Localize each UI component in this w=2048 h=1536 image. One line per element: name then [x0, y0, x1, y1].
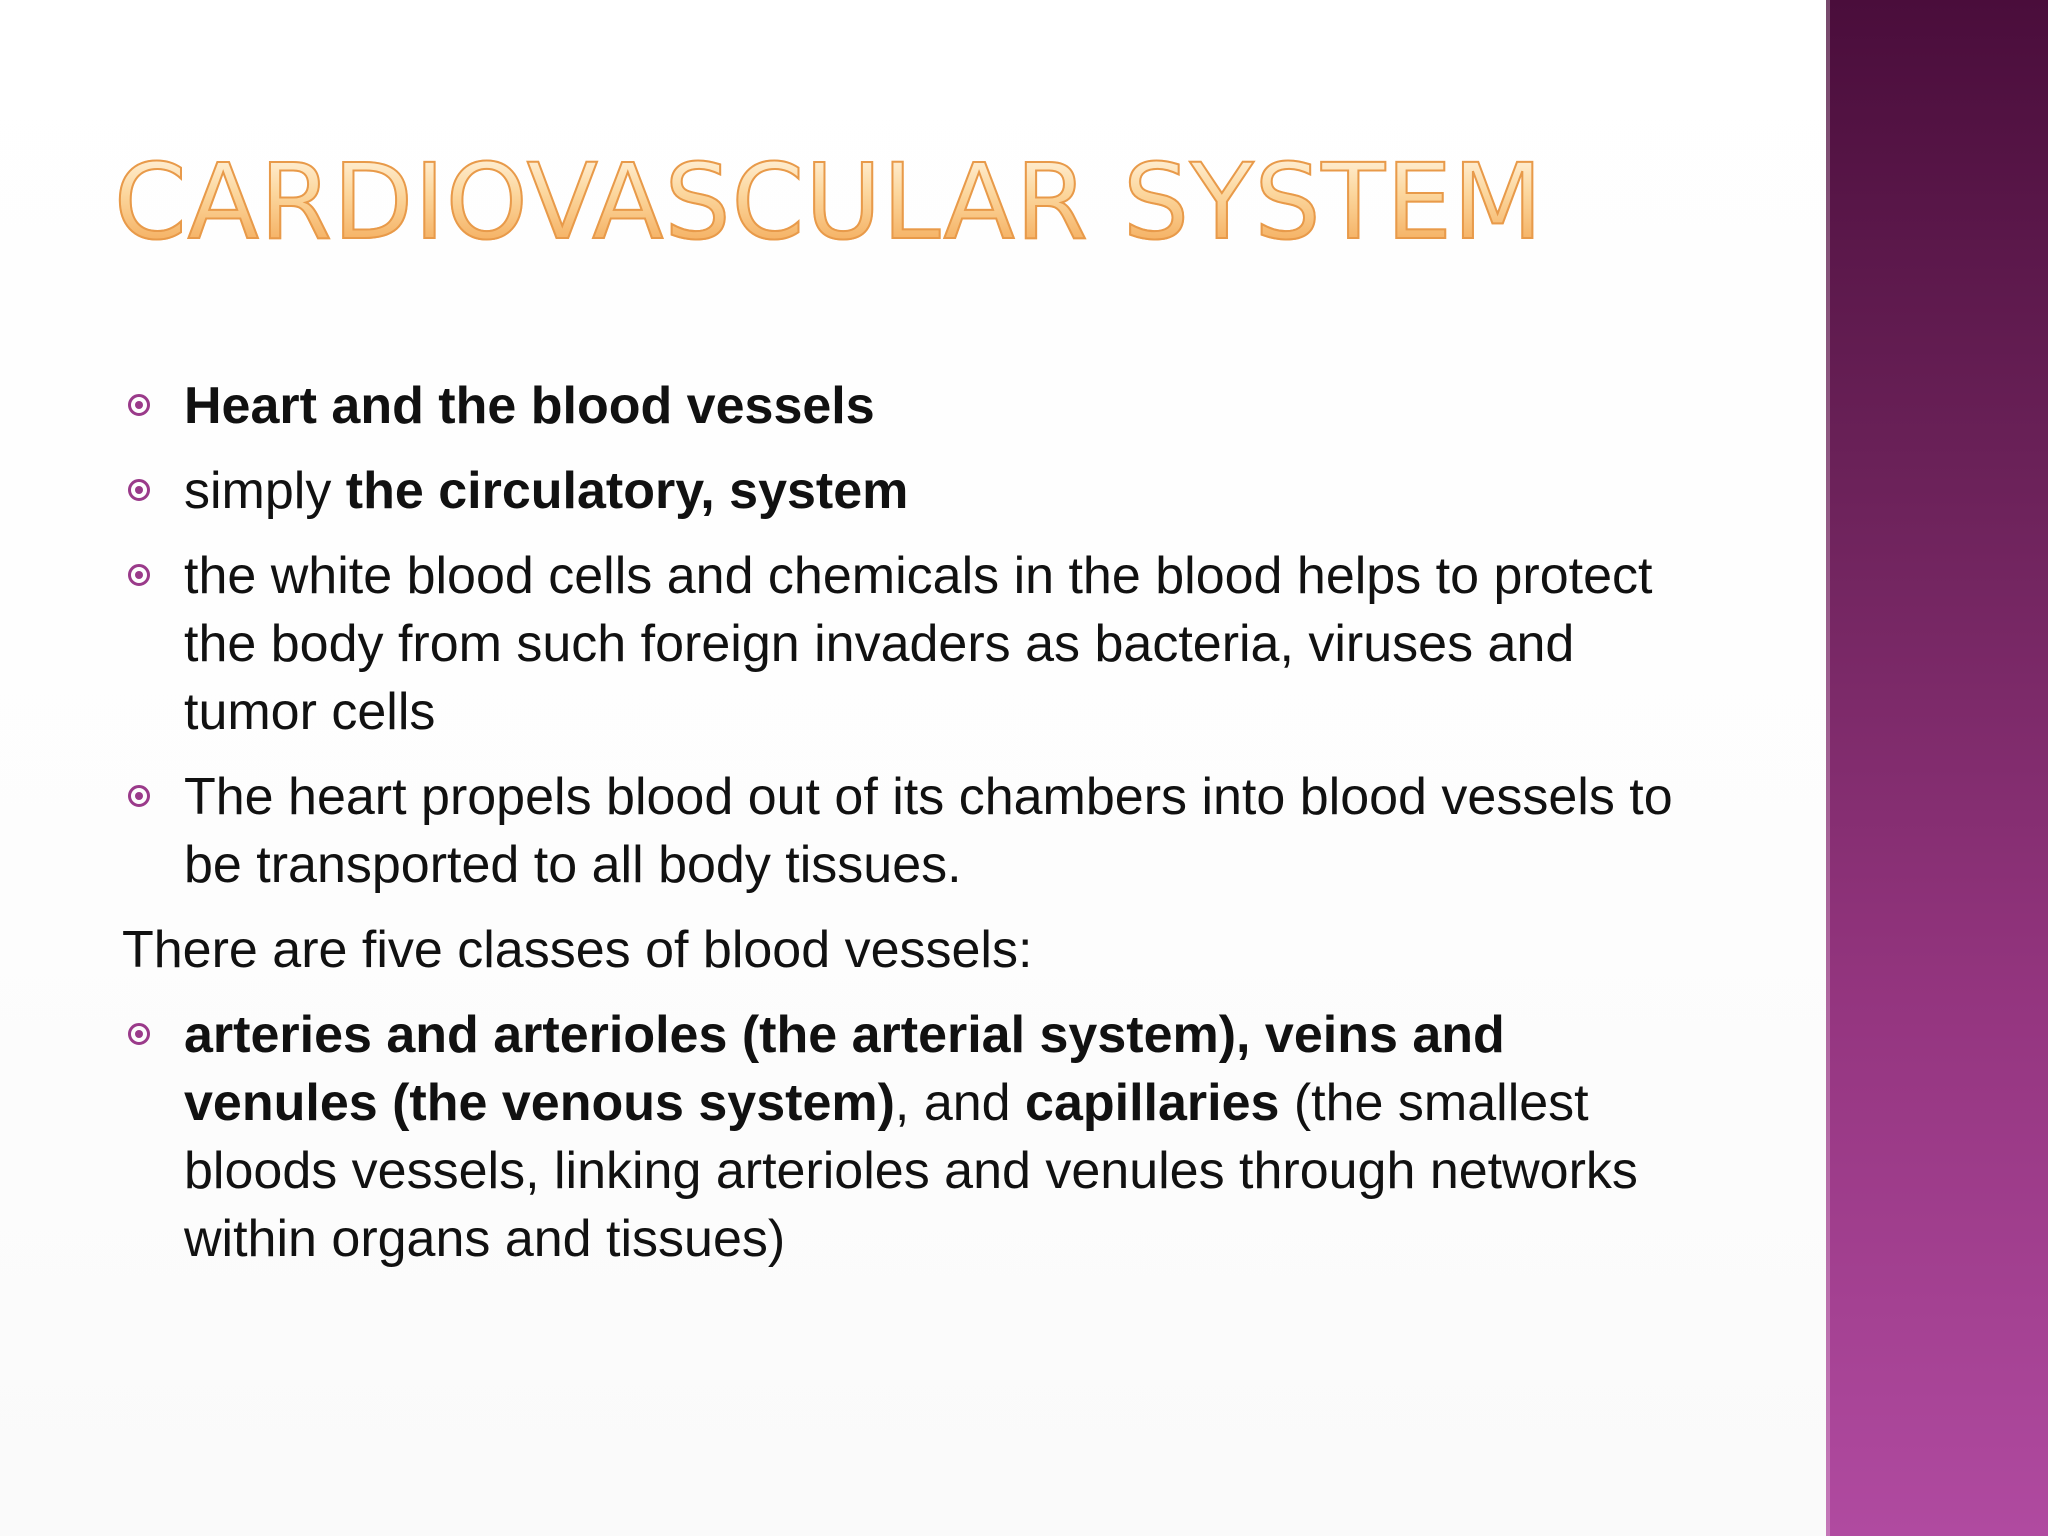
bullet-item-circulatory: [122, 457, 1682, 525]
circled-dot-icon: [128, 479, 150, 501]
slide-title: CARDIOVASCULAR SYSTEM: [114, 141, 1544, 263]
circled-dot-icon: [128, 564, 150, 586]
bullet-text-bold: capillaries: [1025, 1074, 1280, 1132]
bullet-text-bold: arteries and arterioles (the arterial system), veins and venules (the venous system): [184, 1006, 1505, 1132]
bullet-text: simply: [184, 462, 346, 520]
classes-intro: There are five classes of blood vessels:: [122, 921, 1033, 979]
decorative-side-band: [1826, 0, 2048, 1536]
bullet-item-heart-vessels: [122, 372, 1682, 440]
bullet-item-heart-propels: [122, 763, 1682, 899]
bullet-item-white-blood-cells: [122, 542, 1682, 746]
bullet-text: , and: [894, 1074, 1026, 1132]
bullet-text: (the smallest bloods vessels, linking arterioles and venules through networks within organs and tissues): [184, 1074, 1638, 1268]
bullet-text: the white blood cells and chemicals in the blood helps to protect the body from such foreign invaders as bacteria, viruses and tumor cells: [184, 547, 1653, 741]
bullet-text-bold: Heart and the blood vessels: [184, 377, 875, 435]
slide-body: [122, 372, 1682, 1290]
bullet-item-vessel-classes: [122, 1001, 1682, 1273]
circled-dot-icon: [128, 785, 150, 807]
circled-dot-icon: [128, 394, 150, 416]
circled-dot-icon: [128, 1023, 150, 1045]
bullet-text-bold: the circulatory, system: [345, 462, 909, 520]
bullet-text: The heart propels blood out of its chambers into blood vessels to be transported to all body tissues.: [184, 768, 1673, 894]
